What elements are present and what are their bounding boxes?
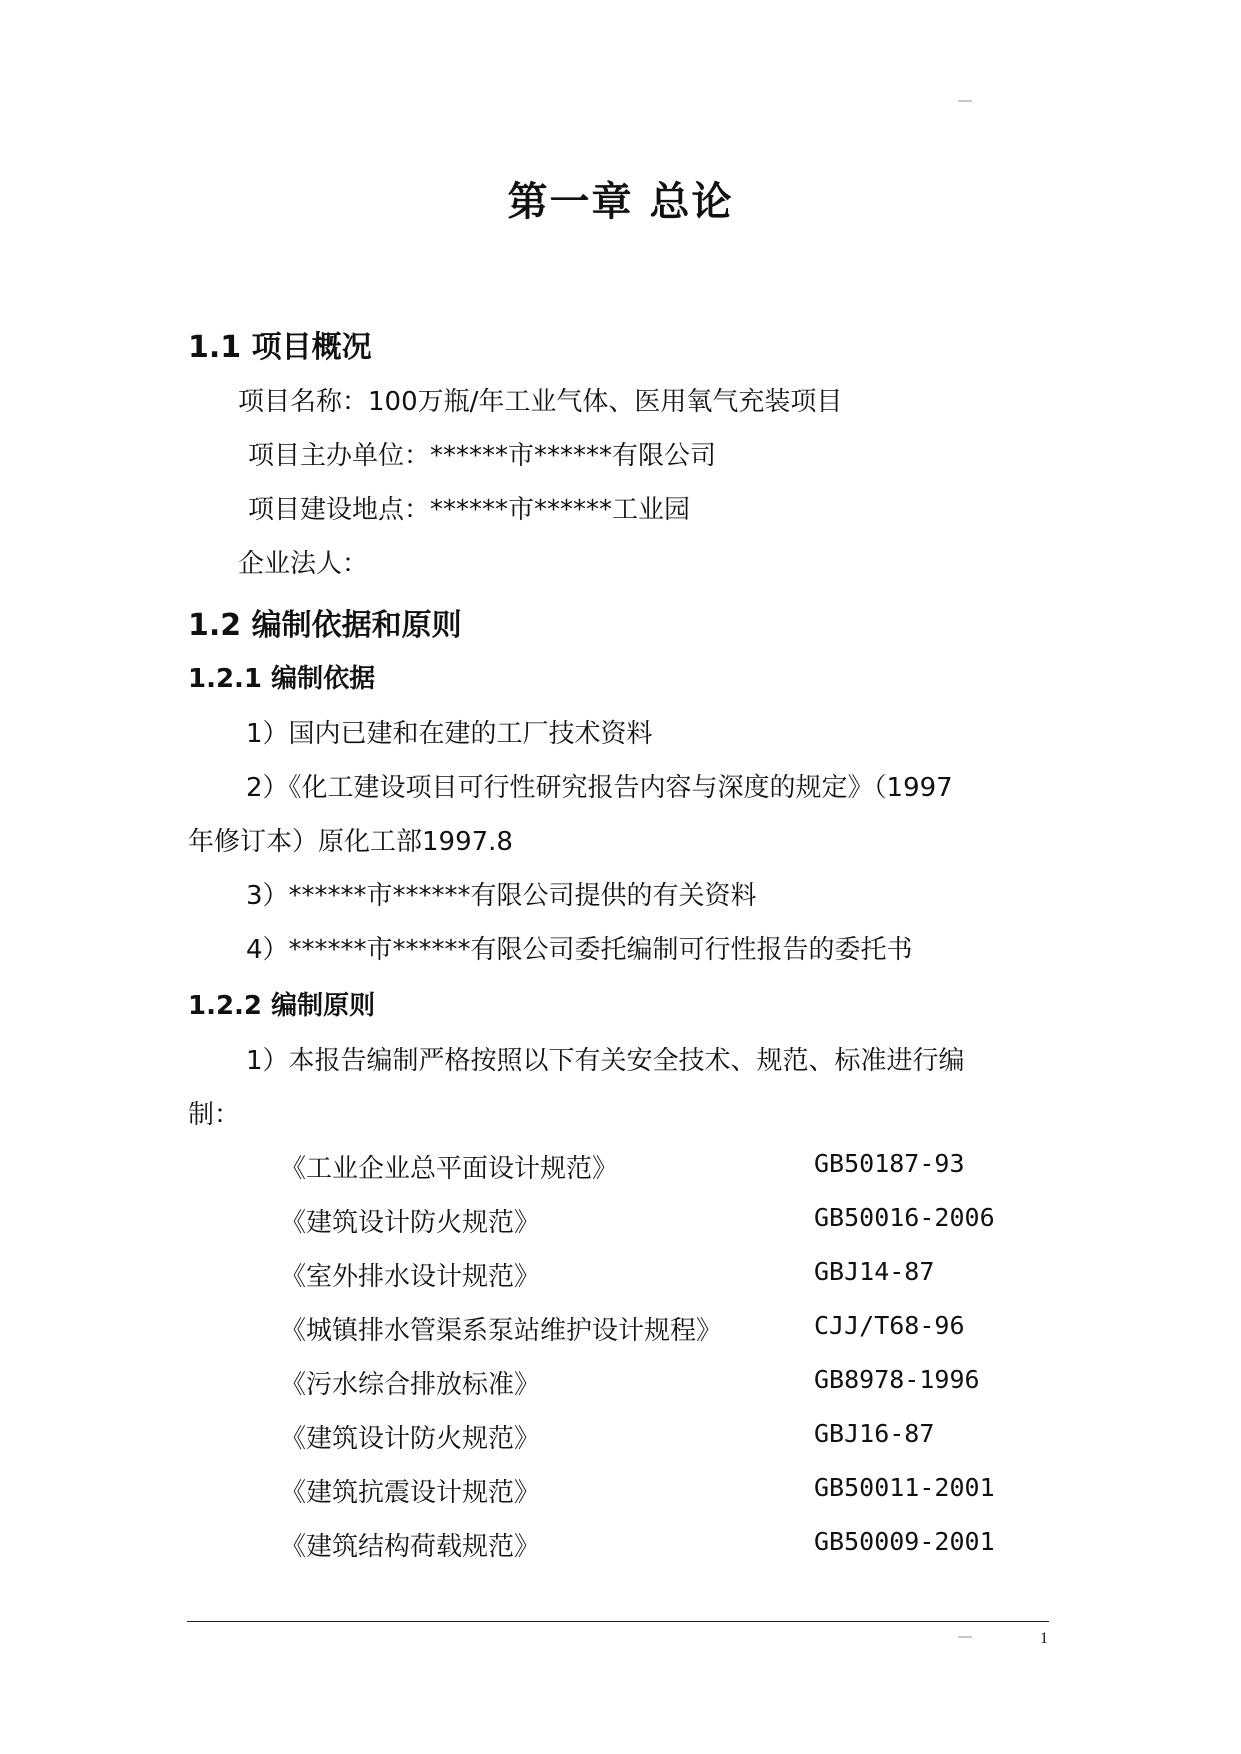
standard-code: GBJ14-87 — [814, 1257, 935, 1286]
subsection-heading-1-2-1: 1.2.1 编制依据 — [188, 664, 376, 694]
standard-name: 《建筑结构荷载规范》 — [280, 1532, 541, 1562]
legal-person-line: 企业法人： — [238, 549, 369, 579]
standard-code: GBJ16-87 — [814, 1419, 935, 1448]
standard-code: GB50011-2001 — [814, 1473, 995, 1502]
basis-item-2: 2）《化工建设项目可行性研究报告内容与深度的规定》（1997 — [246, 773, 953, 803]
basis-item-4: 4）******市******有限公司委托编制可行性报告的委托书 — [246, 935, 913, 965]
basis-item-3: 3）******市******有限公司提供的有关资料 — [246, 881, 757, 911]
project-name-line: 项目名称：100万瓶/年工业气体、医用氧气充装项目 — [238, 387, 843, 417]
section-heading-1-2: 1.2 编制依据和原则 — [188, 608, 462, 643]
page-number: 1 — [1040, 1630, 1048, 1647]
basis-item-2-continued: 年修订本）原化工部1997.8 — [188, 827, 513, 857]
principle-intro-continued: 制： — [188, 1100, 241, 1130]
scan-speck — [958, 1636, 972, 1638]
standard-name: 《建筑设计防火规范》 — [280, 1424, 541, 1454]
basis-item-1: 1）国内已建和在建的工厂技术资料 — [246, 719, 653, 749]
standard-name: 《城镇排水管渠系泵站维护设计规程》 — [280, 1316, 723, 1346]
standard-code: GB8978-1996 — [814, 1365, 980, 1394]
standard-name: 《建筑抗震设计规范》 — [280, 1478, 541, 1508]
footer-rule — [187, 1621, 1049, 1622]
standard-code: CJJ/T68-96 — [814, 1311, 965, 1340]
project-location-line: 项目建设地点：******市******工业园 — [248, 495, 691, 525]
project-sponsor-line: 项目主办单位：******市******有限公司 — [248, 441, 717, 471]
standard-name: 《室外排水设计规范》 — [280, 1262, 541, 1292]
chapter-title: 第一章 总论 — [507, 179, 734, 225]
standard-code: GB50016-2006 — [814, 1203, 995, 1232]
standard-name: 《工业企业总平面设计规范》 — [280, 1154, 619, 1184]
principle-intro: 1）本报告编制严格按照以下有关安全技术、规范、标准进行编 — [246, 1046, 965, 1076]
standard-code: GB50009-2001 — [814, 1527, 995, 1556]
standard-code: GB50187-93 — [814, 1149, 965, 1178]
standard-name: 《污水综合排放标准》 — [280, 1370, 541, 1400]
standard-name: 《建筑设计防火规范》 — [280, 1208, 541, 1238]
section-heading-1-1: 1.1 项目概况 — [188, 330, 372, 365]
scan-speck — [958, 100, 972, 102]
subsection-heading-1-2-2: 1.2.2 编制原则 — [188, 991, 376, 1021]
